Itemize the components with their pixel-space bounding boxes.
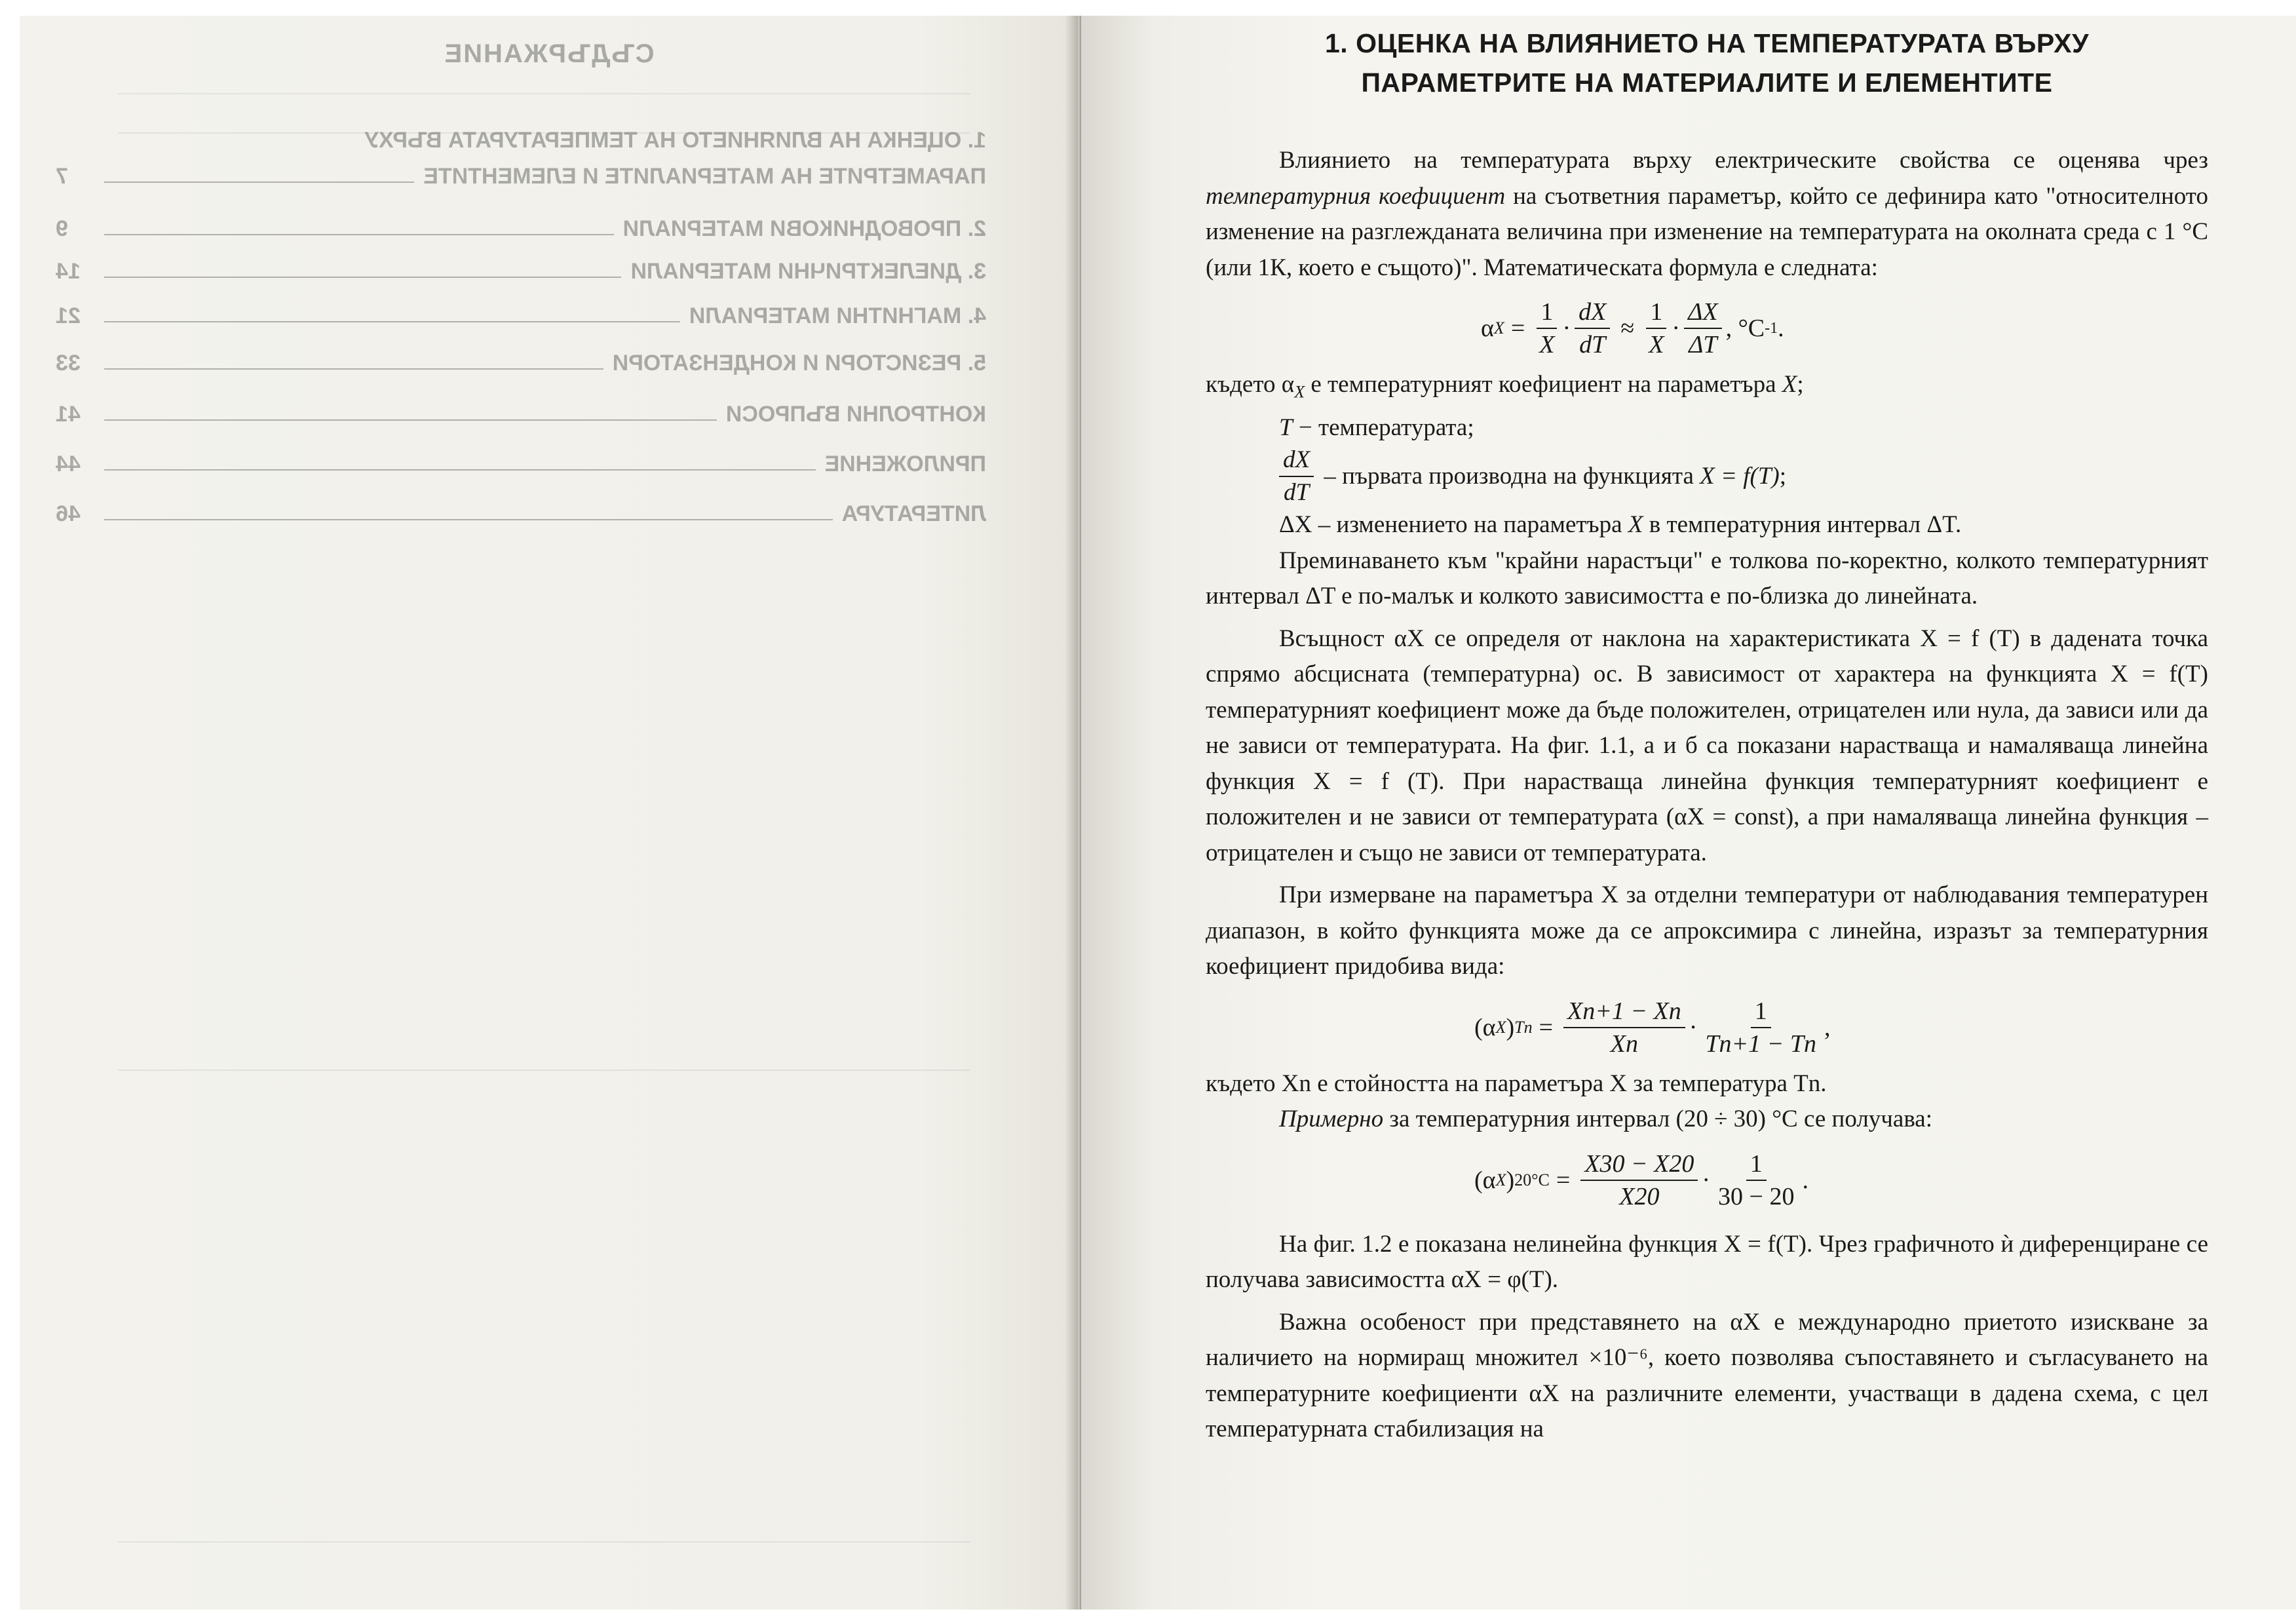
- formula-interval-coefficient: (α X ) Tn = $\frac{Xn+1 - Xn}{Xn}$ · $\frac{1}{Tn+1 - Tn}$ ,: [1474, 997, 1831, 1058]
- paragraph-2: Преминаването към "крайни нарастъци" е толкова по-коректно, колкото температурният интервал ΔT е по-малък и колкото зависимостта е по-близка до линейната.: [1206, 547, 2208, 610]
- page-content: [1206, 24, 2208, 1448]
- toc-item: 2. ПРОВОДНИКОВИ МАТЕРИАЛИ 9: [56, 216, 986, 241]
- paragraph-3: Всъщност αX се определя от наклона на характеристиката X = f (T) в дадената точка спрямо абсцисната (температурна) ос. В зависимост от характера на функцията X = f(T) температурният коефициент може да бъде положителен, отрицателен или нула, да зависи или да не зависи от температурата. На фиг. 1.1, а и б са показани нарастваща и намаляваща линейна функция X = f (T). При нарастваща линейна функция температурният коефициент е положителен и не зависи от температурата (αX = const), а при намаляваща линейна функция – отрицателен и също не зависи от температурата.: [1206, 625, 2208, 866]
- toc-item: 5. РЕЗИСТОРИ И КОНДЕНЗАТОРИ 33: [56, 351, 986, 376]
- toc-item: ЛИТЕРАТУРА 46: [56, 501, 986, 526]
- faint-line: [118, 1523, 970, 1543]
- toc-item: КОНТРОЛНИ ВЪПРОСИ 41: [56, 402, 986, 427]
- left-page: [20, 16, 1078, 1610]
- def-delta: ΔX – изменението на параметъра X в температурния интервал ΔT.: [1279, 511, 1962, 539]
- def-derivative: $\frac{dX}{dT}$ – първата производна на функцията X = f(T) ;: [1206, 446, 2208, 507]
- toc-title: СЪДЪРЖАНИЕ: [443, 39, 655, 68]
- paragraph-6: На фиг. 1.2 е показана нелинейна функция X = f(T). Чрез графичното ѝ диференциране се получава зависимостта αX = φ(T).: [1206, 1230, 2208, 1294]
- toc-item: ПРИЛОЖЕНИЕ 44: [56, 452, 986, 476]
- formula-temperature-coefficient: α X = $\frac{1}{X}$ · $\frac{dX}{dT}$ ≈ $\frac{1}{X}$ · $\frac{\Delta X}{\Delta T}$ , °C -1 .: [1481, 298, 1784, 358]
- paragraph-5: Примерно за температурния интервал (20 ÷ 30) °C се получава:: [1279, 1106, 1933, 1133]
- paragraph-4: При измерване на параметъра X за отделни температури от наблюдавания температурен диапазон, в който функцията може да се апроксимира с линейна, изразът за температурния коефициент придобива вида:: [1206, 881, 2208, 980]
- where-xn: където Xn е стойността на параметъра X за температура Tn.: [1206, 1070, 1827, 1097]
- toc-item: 1. ОЦЕНКА НА ВЛИЯНИЕТО НА ТЕМПЕРАТУРАТА ВЪРХУ: [364, 128, 986, 153]
- bleed-through-contents: [20, 16, 1078, 1610]
- faint-line: [118, 114, 970, 134]
- toc-item: 4. МАГНИТНИ МАТЕРИАЛИ 21: [56, 303, 986, 328]
- toc-item: ПАРАМЕТРИТЕ НА МАТЕРИАЛИТЕ И ЕЛЕМЕНТИТЕ 7: [56, 164, 986, 189]
- faint-line: [118, 75, 970, 94]
- formula-example-20-30: (α X ) 20°C = $\frac{X30 - X20}{X20}$ · $\frac{1}{30 - 20}$ .: [1474, 1149, 1808, 1210]
- faint-line: [118, 1051, 970, 1071]
- def-temperature: T − температурата;: [1279, 414, 1474, 441]
- paragraph-7: Важна особеност при представянето на αX е международно приетото изискване за наличието на нормиращ множител ×10⁻⁶, което позволява съпоставянето и съгласуването на температурните коефициенти αX на различните елементи, участващи в дадена схема, с цел температурната стабилизация на: [1206, 1308, 2208, 1443]
- toc-item: 3. ДИЕЛЕКТРИЧНИ МАТЕРИАЛИ 14: [56, 259, 986, 284]
- paragraph-1: Влиянието на температурата върху електрическите свойства се оценява чрез температурния коефициент на съответния параметър, който се дефинира като "относителното изменение на разглежданата величина при изменение на температурата на околната среда с 1 °C (или 1К, което е същото)". Математическата формула е следната:: [1206, 147, 2208, 281]
- where-alpha: където $\alpha_X$ е температурният коефициент на параметъра X;: [1206, 371, 1804, 402]
- chapter-heading: 1. ОЦЕНКА НА ВЛИЯНИЕТО НА ТЕМПЕРАТУРАТА ВЪРХУ ПАРАМЕТРИТЕ НА МАТЕРИАЛИТЕ И ЕЛЕМЕНТИТЕ: [1325, 28, 2089, 98]
